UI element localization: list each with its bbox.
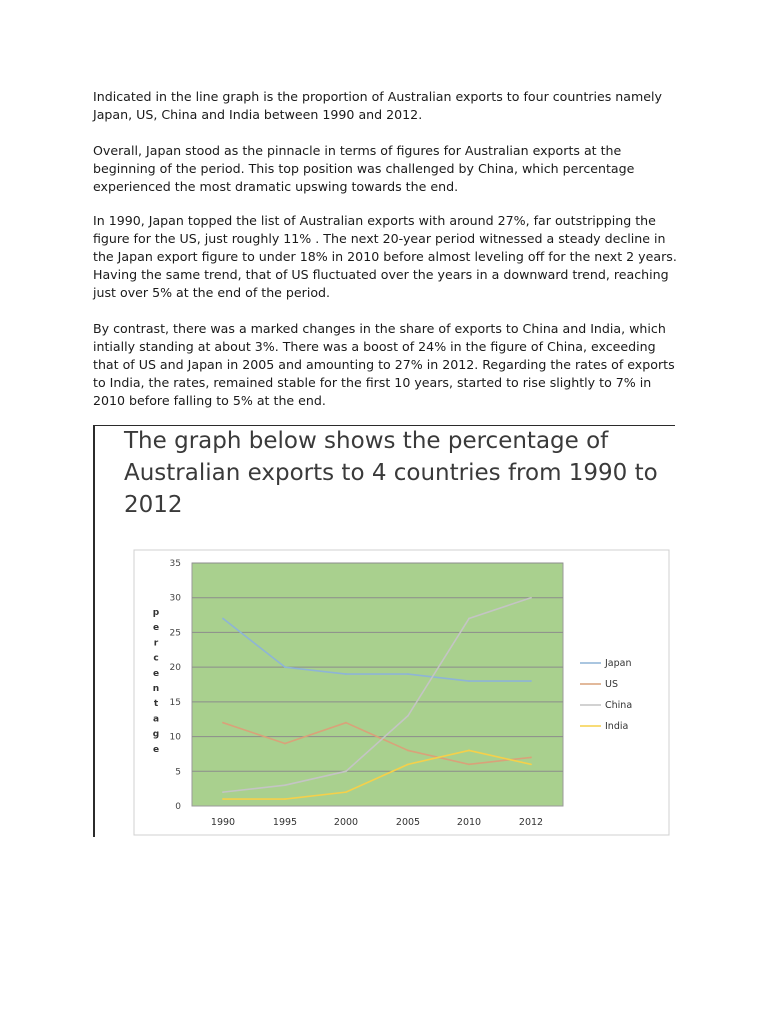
- body-paragraph-japan-us: In 1990, Japan topped the list of Australian exports with around 27%, far outstripping the figure for the US, just roughly 11% . The next 20-year period witnessed a steady decline in the Japan export figure to under 18% in 2010 before almost leveling off for the next 2 years. Having the same trend, that of US fluctuated over the years in a downward trend, reaching just over 5% at the end of the period.: [93, 213, 677, 300]
- data-point-japan: [345, 673, 347, 675]
- legend-label-china: China: [605, 700, 633, 711]
- line-chart: [93, 425, 675, 837]
- y-tick-label: 20: [169, 663, 181, 674]
- y-tick-label: 30: [169, 593, 181, 604]
- chart-title: The graph below shows the percentage of Australian exports to 4 countries from 1990 to 2012: [124, 428, 658, 518]
- y-tick-label: 10: [169, 732, 181, 743]
- data-point-us: [407, 750, 409, 752]
- x-tick-label: 2010: [456, 817, 482, 828]
- chart-figure: [93, 425, 675, 837]
- y-axis-label: p e r c e n t a g e: [152, 608, 160, 755]
- data-point-japan: [407, 673, 409, 675]
- y-tick-label: 5: [175, 767, 181, 778]
- data-point-china: [284, 784, 286, 786]
- y-tick-label: 35: [169, 559, 181, 569]
- data-point-china: [407, 715, 409, 717]
- data-point-china: [345, 770, 347, 772]
- plot-area: [192, 563, 563, 806]
- data-point-us: [284, 743, 286, 745]
- data-point-india: [530, 763, 532, 765]
- data-point-japan: [468, 680, 470, 682]
- y-tick-label: 15: [169, 697, 181, 708]
- data-point-japan: [222, 618, 224, 620]
- data-point-china: [222, 791, 224, 793]
- data-point-china: [530, 597, 532, 599]
- data-point-china: [468, 618, 470, 620]
- data-point-us: [222, 722, 224, 724]
- legend-label-india: India: [605, 721, 629, 732]
- data-point-india: [345, 791, 347, 793]
- data-point-us: [468, 763, 470, 765]
- data-point-india: [407, 763, 409, 765]
- intro-paragraph: Indicated in the line graph is the proportion of Australian exports to four countries namely Japan, US, China and India between 1990 and 2012.: [93, 89, 662, 122]
- data-point-us: [530, 757, 532, 759]
- legend-label-us: US: [605, 679, 618, 690]
- data-point-india: [284, 798, 286, 800]
- x-tick-label: 1990: [210, 817, 236, 828]
- y-tick-label: 0: [175, 802, 181, 812]
- x-tick-label: 2000: [333, 817, 359, 828]
- data-point-us: [345, 722, 347, 724]
- overview-paragraph: Overall, Japan stood as the pinnacle in terms of figures for Australian exports at the beginning of the period. This top position was challenged by China, which percentage experienced the most dramatic upswing towards the end.: [93, 143, 635, 194]
- data-point-japan: [284, 666, 286, 668]
- x-tick-label: 1995: [272, 817, 298, 828]
- y-tick-label: 25: [169, 628, 181, 639]
- x-tick-label: 2005: [395, 817, 421, 828]
- body-paragraph-china-india: By contrast, there was a marked changes in the share of exports to China and India, which intially standing at about 3%. There was a boost of 24% in the figure of China, exceeding that of US and Japan in 2005 and amounting to 27% in 2012. Regarding the rates of exports to India, the rates, remained stable for the first 10 years, started to rise slightly to 7% in 2010 before falling to 5% at the end.: [93, 321, 675, 408]
- legend-label-japan: Japan: [605, 658, 632, 669]
- data-point-japan: [530, 680, 532, 682]
- data-point-india: [222, 798, 224, 800]
- x-tick-label: 2012: [518, 817, 544, 828]
- data-point-india: [468, 750, 470, 752]
